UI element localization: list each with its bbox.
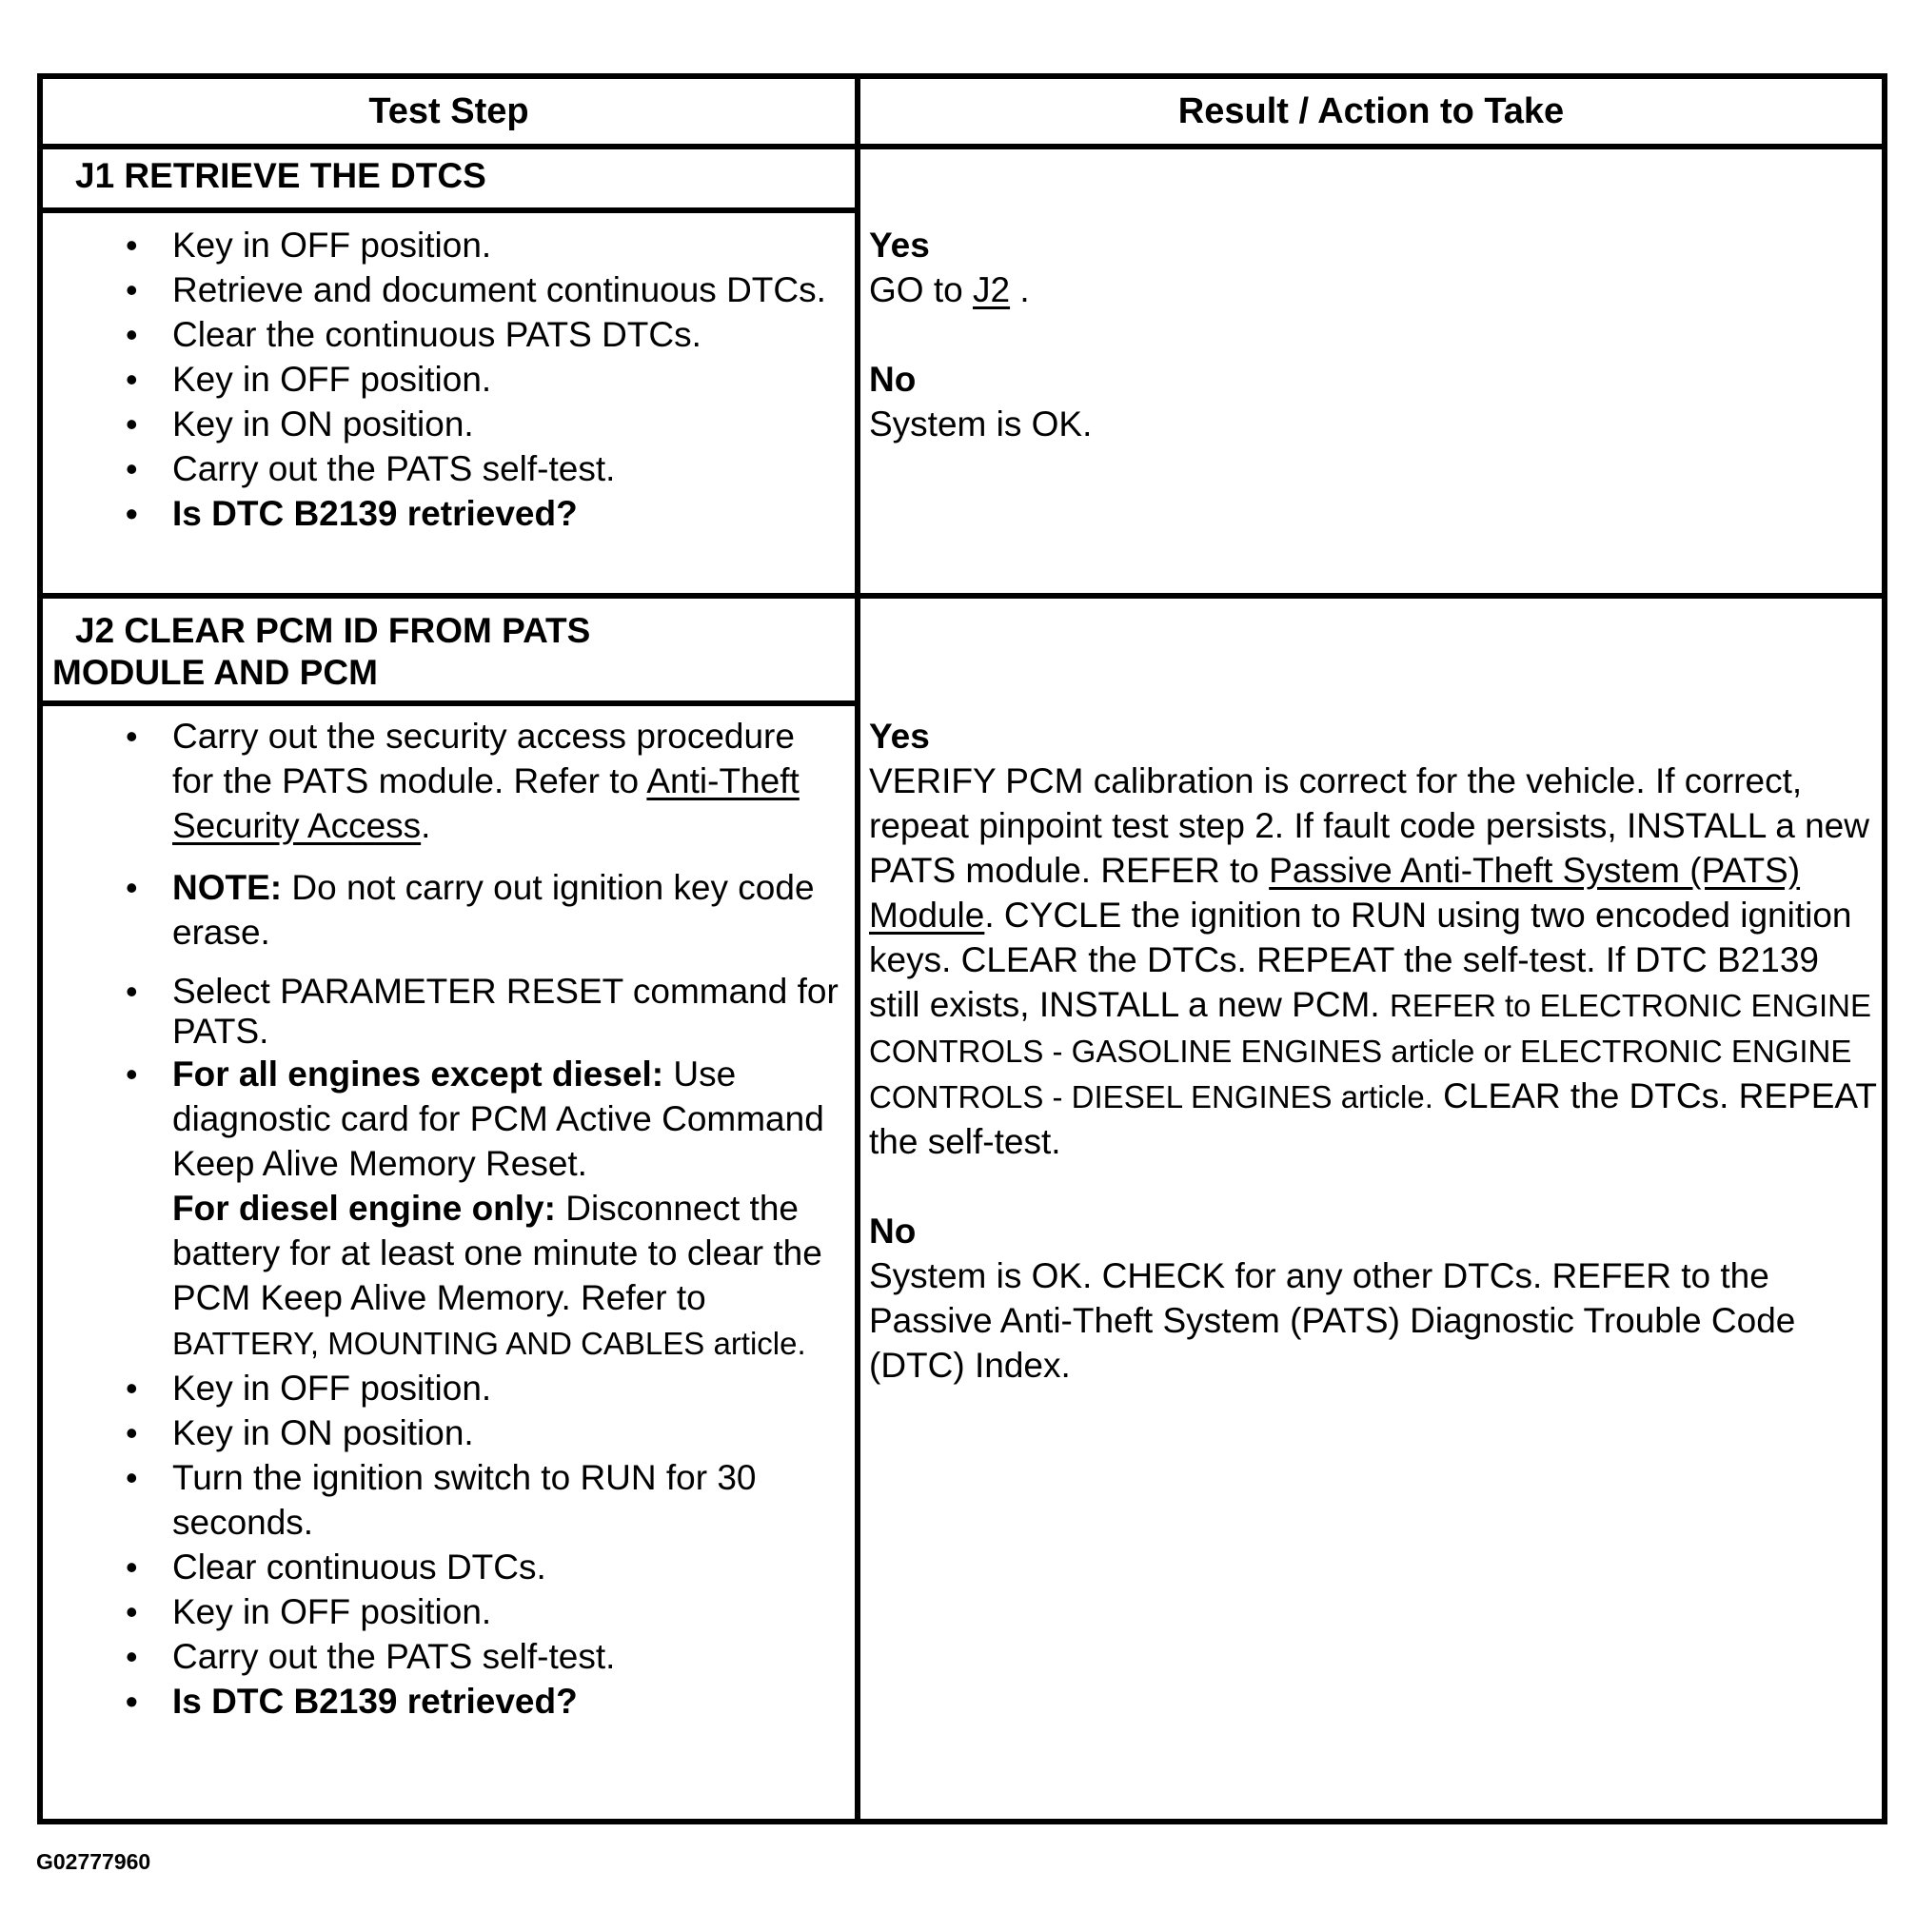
j2-no-text: System is OK. CHECK for any other DTCs. REFER to the Passive Anti-Theft System (PATS) Diagnostic Trouble Code (DTC) Index. [869, 1256, 1796, 1385]
step-title-j2 [52, 610, 842, 694]
list-item: • Key in ON position. [43, 402, 842, 446]
step-title-j1: J1 RETRIEVE THE DTCS [75, 156, 486, 195]
step-title-j2-line1: J2 CLEAR PCM ID FROM PATS [75, 611, 591, 650]
link-anti-theft-security-access[interactable]: Anti-Theft Security Access [172, 761, 800, 845]
b4-text2: Disconnect the battery for at least one minute to clear the PCM Keep Alive Memory. Refer to [172, 1189, 822, 1317]
j1-title-divider [43, 207, 855, 213]
list-item [43, 1052, 842, 1366]
j2-yes-text1: VERIFY PCM calibration is correct for the vehicle. If correct, repeat pinpoint test step 2. If fault code persists, INSTALL a new PATS module. REFER to [869, 761, 1869, 890]
j1-no-label: No [869, 360, 917, 399]
j2-yes-label: Yes [869, 717, 930, 756]
j2-yes-text [869, 759, 1878, 1164]
j2-yes-text3: CLEAR the DTCs. REPEAT the self-test. [869, 1076, 1877, 1161]
list-item: • Key in OFF position. [43, 1589, 842, 1634]
j1-result [869, 223, 1878, 446]
list-item-question: • Is DTC B2139 retrieved? [43, 491, 842, 536]
header-divider [43, 144, 1882, 149]
list-item: • Clear continuous DTCs. [43, 1545, 842, 1589]
link-j2[interactable]: J2 [972, 270, 1011, 309]
row-divider [43, 593, 1882, 599]
b4-small: BATTERY, MOUNTING AND CABLES article. [172, 1326, 806, 1361]
test-step-table [37, 73, 1887, 1824]
j2-yes-small: REFER to ELECTRONIC ENGINE CONTROLS - GASOLINE ENGINES article or ELECTRONIC ENGINE CONTROLS - DIESEL ENGINES article. [869, 988, 1872, 1114]
list-item: • Carry out the PATS self-test. [43, 1634, 842, 1679]
header-result-action: Result / Action to Take [1177, 90, 1565, 131]
j2-b1-text: Carry out the security access procedure for the PATS module. Refer to [172, 717, 795, 800]
j1-yes-label: Yes [869, 226, 930, 265]
j1-yes-suffix: . [1010, 270, 1030, 309]
list-item: • Turn the ignition switch to RUN for 30 seconds. [43, 1455, 842, 1545]
list-item: • Retrieve and document continuous DTCs. [43, 267, 842, 312]
j2-title-divider [43, 700, 855, 706]
j1-yes-prefix: GO to [869, 270, 973, 309]
j2-b1-end: . [421, 806, 431, 845]
header-test-step: Test Step [368, 90, 529, 131]
list-item: • Key in ON position. [43, 1410, 842, 1455]
column-divider [855, 79, 860, 1819]
list-item: • Key in OFF position. [43, 357, 842, 402]
j1-bullet-list [43, 223, 842, 536]
note-text: Do not carry out ignition key code erase. [172, 868, 815, 952]
j2-bullet-list [43, 714, 842, 1724]
list-item: • Select PARAMETER RESET command for PATS. [43, 972, 842, 1052]
j2-result [869, 714, 1878, 1388]
list-item: • Clear the continuous PATS DTCs. [43, 312, 842, 357]
j2-yes-text2: . CYCLE the ignition to RUN using two encoded ignition keys. CLEAR the DTCs. REPEAT the self-test. If DTC B2139 still exists, INSTALL a new PCM. [869, 896, 1852, 1024]
list-item [43, 865, 842, 955]
note-label: NOTE: [172, 868, 283, 907]
list-item: • Key in OFF position. [43, 223, 842, 267]
link-pats-module[interactable]: Passive Anti-Theft System (PATS) Module [869, 851, 1801, 935]
list-item-question: • Is DTC B2139 retrieved? [43, 1679, 842, 1724]
list-item: • Carry out the PATS self-test. [43, 446, 842, 491]
b4-text1: Use diagnostic card for PCM Active Command Keep Alive Memory Reset. [172, 1055, 824, 1183]
b4-bold1: For all engines except diesel: [172, 1055, 664, 1094]
j1-no-text: System is OK. [869, 404, 1093, 444]
list-item: • Key in OFF position. [43, 1366, 842, 1410]
list-item [43, 714, 842, 848]
j1-yes-text [869, 267, 1878, 312]
j2-no-label: No [869, 1212, 917, 1251]
b4-bold2: For diesel engine only: [172, 1189, 556, 1228]
step-title-j2-line2: MODULE AND PCM [52, 653, 378, 692]
figure-id: G02777960 [36, 1849, 151, 1874]
